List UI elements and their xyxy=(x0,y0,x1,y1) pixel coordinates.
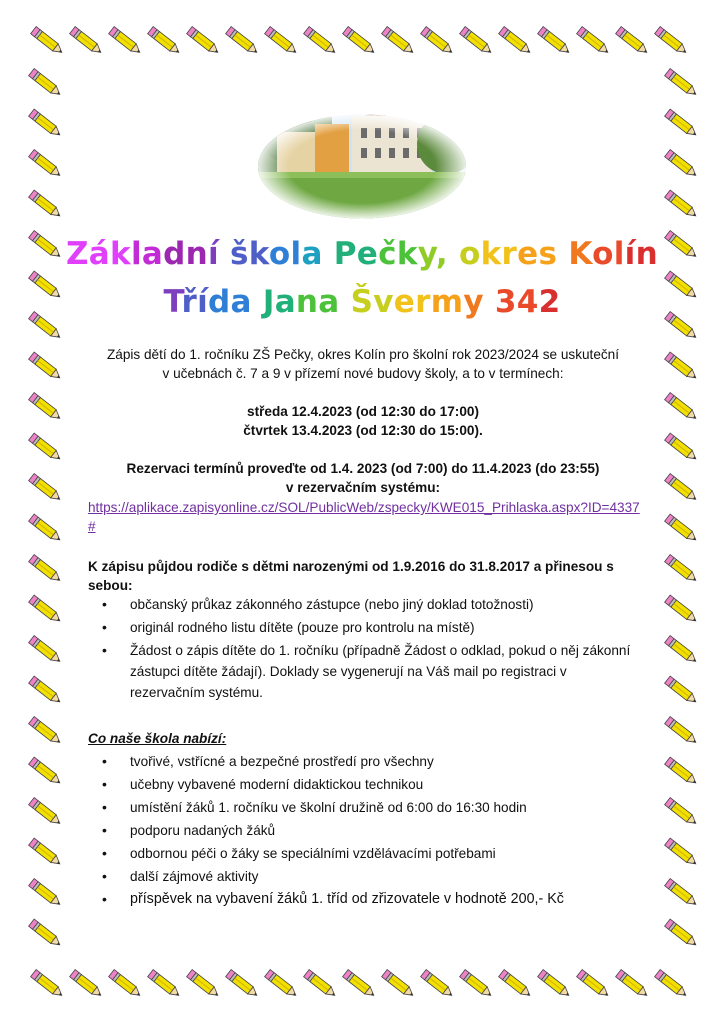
date-day2: čtvrtek 13.4.2023 (od 12:30 do 15:00). xyxy=(243,423,483,438)
title-letter: s xyxy=(538,236,558,272)
pencil-icon xyxy=(29,393,63,422)
pencil-icon xyxy=(148,27,182,56)
pencil-icon xyxy=(29,757,63,786)
pencil-icon xyxy=(29,474,63,503)
pencil-icon xyxy=(665,838,699,867)
intro-text xyxy=(88,345,638,383)
reservation-info xyxy=(88,459,638,497)
pencil-icon xyxy=(29,150,63,179)
pencil-icon xyxy=(460,27,494,56)
offer-heading: Co naše škola nabízí: xyxy=(88,731,227,746)
list-item: • další zájmové aktivity xyxy=(88,865,638,888)
title-letter: y xyxy=(463,284,484,320)
pencil-icon xyxy=(382,970,416,999)
pencil-icon xyxy=(665,595,699,624)
pencil-icon xyxy=(29,69,63,98)
title-letter xyxy=(323,236,334,272)
title-letter: n xyxy=(635,236,658,272)
title-letter: l xyxy=(130,236,142,272)
pencil-icon xyxy=(226,970,260,999)
title-letter: í xyxy=(197,284,209,320)
pencil-icon xyxy=(109,27,143,56)
title-letter: l xyxy=(290,236,302,272)
pencil-icon xyxy=(29,595,63,624)
title-letter: Z xyxy=(66,236,89,272)
reservation-system-label: v rezervačním systému: xyxy=(285,480,441,495)
title-letter: í xyxy=(624,236,636,272)
title-letter: k xyxy=(480,236,502,272)
pencil-icon xyxy=(187,27,221,56)
pencil-icon xyxy=(70,970,104,999)
title-letter xyxy=(448,236,459,272)
pencil-icon xyxy=(538,27,572,56)
pencil-icon xyxy=(460,970,494,999)
pencil-icon xyxy=(31,27,65,56)
title-letter: 2 xyxy=(538,284,561,320)
pencil-icon xyxy=(29,919,63,948)
title-letter: á xyxy=(88,236,111,272)
title-letter: r xyxy=(501,236,518,272)
pencil-icon xyxy=(29,717,63,746)
intro-line: Zápis dětí do 1. ročníku ZŠ Pečky, okres Kolín pro školní rok 2023/2024 se uskuteční xyxy=(106,347,620,362)
title-letter: n xyxy=(295,284,319,320)
title-letter: J xyxy=(262,284,275,320)
pencil-icon xyxy=(665,150,699,179)
pencil-icon xyxy=(499,27,533,56)
title-letter: o xyxy=(268,236,291,272)
pencil-icon xyxy=(29,879,63,908)
school-building-photo xyxy=(257,114,467,219)
school-offer-list xyxy=(88,750,638,911)
title-letter: e xyxy=(517,236,539,272)
reservation-link[interactable]: https://aplikace.zapisyonline.cz/SOL/PublicWeb/zspecky/KWE015_Prihlaska.aspx?ID=4337# xyxy=(88,500,640,534)
pencil-icon xyxy=(665,636,699,665)
title-letter xyxy=(340,284,351,320)
pencil-icon xyxy=(665,433,699,462)
pencil-icon xyxy=(70,27,104,56)
pencil-icon xyxy=(304,27,338,56)
list-item: • podporu nadaných žáků xyxy=(88,819,638,842)
pencil-icon xyxy=(665,757,699,786)
title-letter: 4 xyxy=(516,284,539,320)
pencil-icon xyxy=(577,27,611,56)
title-letter xyxy=(252,284,263,320)
pencil-icon xyxy=(109,970,143,999)
pencil-icon xyxy=(499,970,533,999)
pencil-icon xyxy=(577,970,611,999)
pencil-icon xyxy=(31,970,65,999)
title-letter: č xyxy=(378,236,397,272)
title-letter: a xyxy=(141,236,164,272)
pencil-icon xyxy=(665,919,699,948)
pencil-icon xyxy=(29,838,63,867)
pencil-icon xyxy=(29,636,63,665)
pencil-icon xyxy=(29,433,63,462)
pencil-icon xyxy=(343,970,377,999)
title-letter: K xyxy=(568,236,593,272)
title-letter: a xyxy=(230,284,252,320)
title-letter: k xyxy=(110,236,131,272)
pencil-icon xyxy=(665,474,699,503)
pencil-icon xyxy=(343,27,377,56)
pencil-icon xyxy=(616,970,650,999)
title-letter: a xyxy=(301,236,323,272)
title-letter: e xyxy=(356,236,379,272)
title-letter: v xyxy=(373,284,394,320)
school-title xyxy=(0,236,724,272)
enrollment-heading: K zápisu půjdou rodiče s dětmi narozenými od 1.9.2016 do 31.8.2017 a přinesou s sebou: xyxy=(88,559,614,593)
title-letter: e xyxy=(393,284,416,320)
title-letter: T xyxy=(163,284,182,320)
title-letter: a xyxy=(318,284,340,320)
title-letter: a xyxy=(274,284,296,320)
title-letter: n xyxy=(185,236,208,272)
pencil-icon xyxy=(29,352,63,381)
pencil-icon xyxy=(148,970,182,999)
title-letter: k xyxy=(248,236,269,272)
pencil-icon xyxy=(304,970,338,999)
date-day1: středa 12.4.2023 (od 12:30 do 17:00) xyxy=(247,404,479,419)
title-letter xyxy=(484,284,495,320)
pencil-icon xyxy=(665,676,699,705)
pencil-icon xyxy=(665,352,699,381)
title-letter: r xyxy=(415,284,431,320)
title-letter: l xyxy=(613,236,625,272)
pencil-icon xyxy=(29,190,63,219)
list-item: • učebny vybavené moderní didaktickou technikou xyxy=(88,773,638,796)
pencil-icon xyxy=(665,879,699,908)
pencil-icon xyxy=(665,69,699,98)
list-item: • příspěvek na vybavení žáků 1. tříd od zřizovatele v hodnotě 200,- Kč xyxy=(88,888,638,911)
pencil-icon xyxy=(29,798,63,827)
list-item: • občanský průkaz zákonného zástupce (nebo jiný doklad totožnosti) xyxy=(88,594,638,615)
title-letter: , xyxy=(435,236,448,272)
title-letter: o xyxy=(459,236,481,272)
pencil-icon xyxy=(665,109,699,138)
pencil-icon xyxy=(226,27,260,56)
reservation-period: Rezervaci termínů proveďte od 1.4. 2023 (od 7:00) do 11.4.2023 (do 23:55) xyxy=(126,461,600,476)
school-address xyxy=(0,284,724,320)
list-item: • umístění žáků 1. ročníku ve školní družině od 6:00 do 16:30 hodin xyxy=(88,796,638,819)
title-letter: m xyxy=(430,284,464,320)
pencil-icon xyxy=(29,109,63,138)
pencil-icon xyxy=(265,970,299,999)
pencil-icon xyxy=(655,27,689,56)
pencil-icon xyxy=(421,970,455,999)
required-documents-list xyxy=(88,594,638,705)
pencil-icon xyxy=(29,676,63,705)
title-letter xyxy=(219,236,230,272)
pencil-icon xyxy=(665,555,699,584)
list-item: • originál rodného listu dítěte (pouze pro kontrolu na místě) xyxy=(88,617,638,638)
pencil-icon xyxy=(665,190,699,219)
enrollment-dates xyxy=(88,402,638,440)
pencil-icon xyxy=(665,717,699,746)
title-letter: d xyxy=(208,284,231,320)
list-item: • tvořivé, vstřícné a bezpečné prostředí pro všechny xyxy=(88,750,638,773)
title-letter: k xyxy=(396,236,418,272)
title-letter: í xyxy=(208,236,219,272)
pencil-icon xyxy=(29,514,63,543)
pencil-icon xyxy=(382,27,416,56)
pencil-icon xyxy=(665,514,699,543)
pencil-icon xyxy=(265,27,299,56)
pencil-icon xyxy=(421,27,455,56)
pencil-icon xyxy=(187,970,221,999)
list-item: • Žádost o zápis dítěte do 1. ročníku (případně Žádost o odklad, pokud o něj zákonní zástupci dítěte žádají). Doklady se vygenerují na Váš mail po registraci v rezervačním systému. xyxy=(88,640,638,703)
title-letter: o xyxy=(592,236,614,272)
title-letter: d xyxy=(163,236,186,272)
title-letter xyxy=(557,236,568,272)
title-letter: ř xyxy=(181,284,198,320)
pencil-icon xyxy=(538,970,572,999)
pencil-icon xyxy=(665,393,699,422)
pencil-icon xyxy=(665,798,699,827)
pencil-icon xyxy=(655,970,689,999)
list-item: • odbornou péči o žáky se speciálními vzdělávacími potřebami xyxy=(88,842,638,865)
title-letter: 3 xyxy=(494,284,517,320)
title-letter: š xyxy=(230,236,249,272)
title-letter: P xyxy=(333,236,357,272)
pencil-icon xyxy=(29,555,63,584)
intro-line: v učebnách č. 7 a 9 v přízemí nové budovy školy, a to v termínech: xyxy=(162,366,564,381)
pencil-icon xyxy=(616,27,650,56)
title-letter: y xyxy=(417,236,436,272)
title-letter: Š xyxy=(350,284,374,320)
